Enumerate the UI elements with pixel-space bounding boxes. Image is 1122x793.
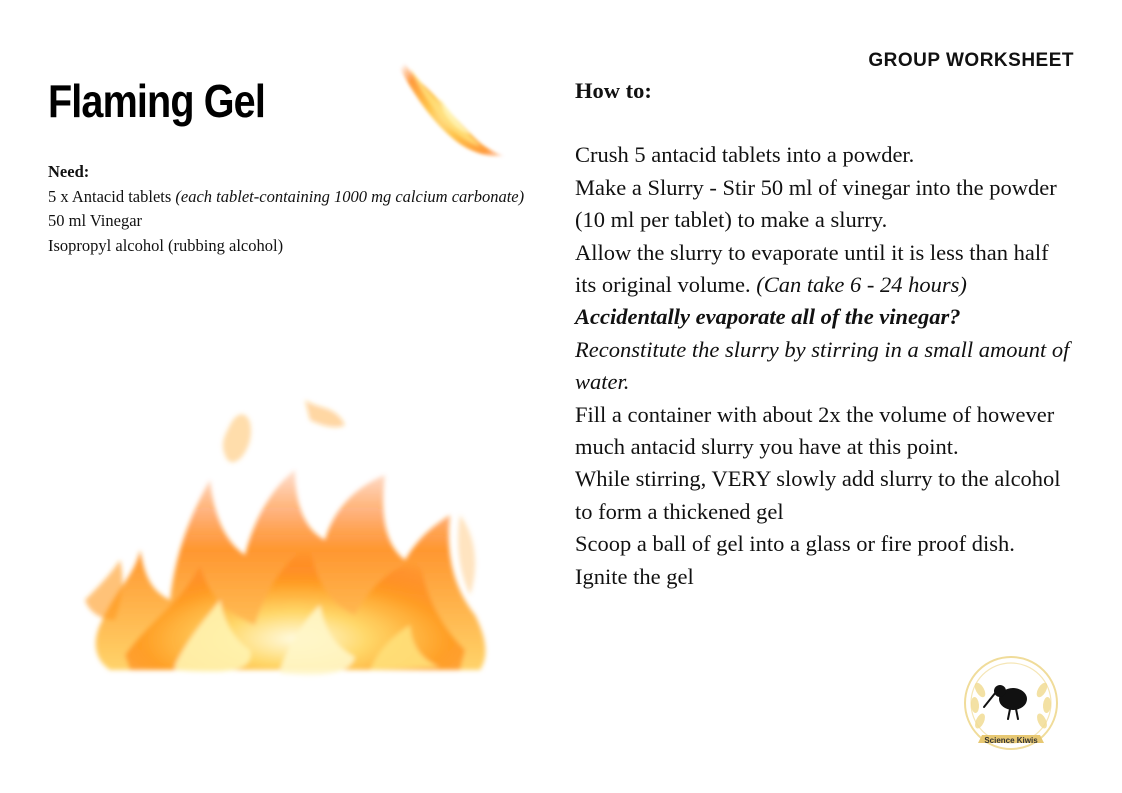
science-kiwis-logo bbox=[960, 655, 1062, 755]
material-text: 5 x Antacid tablets bbox=[48, 186, 176, 206]
tip-text: Reconstitute the slurry by stirring in a small amount of water. bbox=[575, 336, 1070, 395]
instruction-tip-heading: Accidentally evaporate all of the vinegar? bbox=[575, 304, 961, 330]
material-item: 50 ml Vinegar bbox=[48, 211, 143, 230]
materials-heading: Need: bbox=[48, 162, 90, 181]
fire-illustration bbox=[80, 385, 510, 685]
instruction-step: Make a Slurry - Stir 50 ml of vinegar into the powder (10 ml per tablet) to make a slurry. bbox=[575, 174, 1057, 233]
worksheet-type-label: GROUP WORKSHEET bbox=[868, 50, 1074, 71]
instruction-step: Ignite the gel bbox=[575, 563, 694, 589]
page-title: Flaming Gel bbox=[48, 75, 265, 127]
step-note: (Can take 6 - 24 hours) bbox=[756, 272, 967, 298]
instruction-step: Fill a container with about 2x the volume of however much antacid slurry you have at this point. bbox=[575, 401, 1055, 460]
instructions bbox=[575, 75, 1075, 593]
instruction-step bbox=[575, 237, 1075, 302]
material-item: Isopropyl alcohol (rubbing alcohol) bbox=[48, 235, 284, 255]
instructions-heading: How to: bbox=[575, 78, 652, 103]
instruction-tip bbox=[575, 334, 1075, 399]
material-note: (each tablet-containing 1000 mg calcium carbonate) bbox=[175, 186, 525, 206]
materials-list bbox=[48, 160, 528, 258]
small-flame-image bbox=[380, 38, 510, 163]
instruction-step: Scoop a ball of gel into a glass or fire proof dish. bbox=[575, 531, 1015, 557]
instruction-step: While stirring, VERY slowly add slurry to the alcohol to form a thickened gel bbox=[575, 466, 1061, 524]
step-text: Allow the slurry to evaporate until it is less than half its original volume. bbox=[575, 239, 1049, 298]
logo-text: Science Kiwis bbox=[984, 736, 1038, 745]
material-item bbox=[48, 185, 528, 210]
instruction-step: Crush 5 antacid tablets into a powder. bbox=[575, 142, 915, 168]
